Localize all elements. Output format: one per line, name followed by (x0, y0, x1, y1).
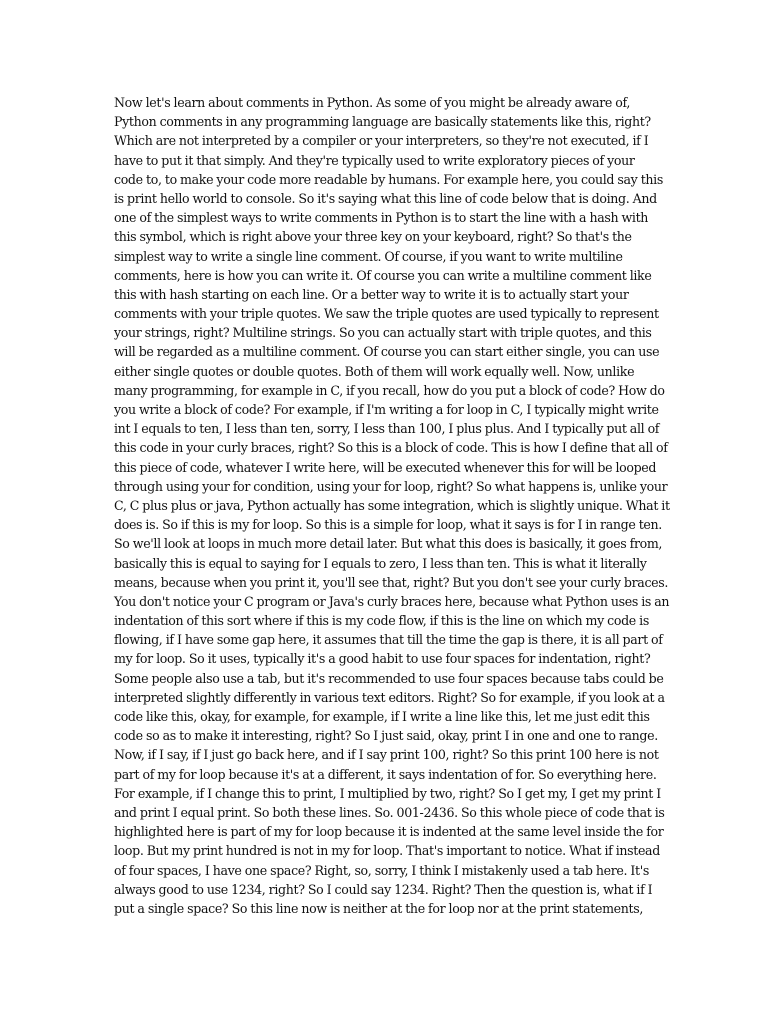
text-line: this code in your curly braces, right? So this is a block of code. This is how I define that all of (114, 440, 668, 456)
text-line: You don't notice your C program or Java's curly braces here, because what Python uses is an (114, 593, 670, 609)
text-line: interpreted slightly differently in various text editors. Right? So for example, if you look at a (114, 689, 665, 705)
text-line: basically this is equal to saying for I equals to zero, I less than ten. This is what it literally (114, 555, 647, 571)
text-line: comments, here is how you can write it. Of course you can write a multiline comment like (114, 267, 652, 283)
text-line: through using your for condition, using your for loop, right? So what happens is, unlike your (114, 478, 668, 494)
text-line: your strings, right? Multiline strings. So you can actually start with triple quotes, and this (114, 325, 652, 341)
text-line: C, C plus plus or java, Python actually has some integration, which is slightly unique. What it (114, 497, 670, 513)
document-body-text (114, 93, 674, 918)
text-line: my for loop. So it uses, typically it's a good habit to use four spaces for indentation, right? (114, 651, 651, 667)
text-line: will be regarded as a multiline comment. Of course you can start either single, you can use (114, 344, 660, 360)
text-line: and print I equal print. So both these lines. So. 001-2436. So this whole piece of code that is (114, 804, 665, 820)
text-line: is print hello world to console. So it's saying what this line of code below that is doing. And (114, 190, 657, 206)
text-line: part of my for loop because it's at a different, it says indentation of for. So everything here. (114, 766, 657, 782)
text-line: does is. So if this is my for loop. So this is a simple for loop, what it says is for I in range ten. (114, 517, 662, 533)
text-line: For example, if I change this to print, I multiplied by two, right? So I get my, I get my print I (114, 785, 661, 801)
text-line: you write a block of code? For example, if I'm writing a for loop in C, I typically might write (114, 402, 659, 417)
text-line: code to, to make your code more readable by humans. For example here, you could say this (114, 171, 663, 187)
text-line: have to put it that simply. And they're typically used to write exploratory pieces of your (114, 152, 635, 168)
text-line: int I equals to ten, I less than ten, sorry, I less than 100, I plus plus. And I typically put all of (114, 421, 660, 437)
text-line: this with hash starting on each line. Or a better way to write it is to actually start your (114, 286, 629, 302)
text-line: either single quotes or double quotes. Both of them will work equally well. Now, unlike (114, 363, 635, 379)
text-line: highlighted here is part of my for loop because it is indented at the same level inside the for (114, 824, 664, 840)
text-line: Now, if I say, if I just go back here, and if I say print 100, right? So this print 100 here is not (114, 747, 659, 763)
text-line: indentation of this sort where if this is my code flow, if this is the line on which my code is (114, 613, 649, 629)
text-line: So we'll look at loops in much more detail later. But what this does is basically, it goes from, (114, 536, 663, 552)
text-line: this piece of code, whatever I write here, will be executed whenever this for will be looped (114, 459, 657, 475)
text-line: of four spaces, I have one space? Right, so, sorry, I think I mistakenly used a tab here. It's (114, 862, 649, 878)
text-line: flowing, if I have some gap here, it assumes that till the time the gap is there, it is all part of (114, 632, 663, 648)
text-line: one of the simplest ways to write comments in Python is to start the line with a hash with (114, 210, 649, 226)
text-line: Which are not interpreted by a compiler or your interpreters, so they're not executed, if I (114, 133, 649, 149)
text-line: code like this, okay, for example, for example, if I write a line like this, let me just edit this (114, 709, 650, 724)
text-line: loop. But my print hundred is not in my for loop. That's important to notice. What if instead (114, 843, 660, 859)
text-line: this symbol, which is right above your three key on your keyboard, right? So that's the (114, 229, 632, 245)
text-line: simplest way to write a single line comment. Of course, if you want to write multiline (114, 248, 623, 264)
text-line: Python comments in any programming language are basically statements like this, right? (114, 114, 651, 130)
text-line: Some people also use a tab, but it's recommended to use four spaces because tabs could be (114, 670, 664, 686)
text-line: means, because when you print it, you'll see that, right? But you don't see your curly braces. (114, 574, 669, 590)
text-line: put a single space? So this line now is neither at the for loop nor at the print statements, (114, 900, 644, 916)
text-line: many programming, for example in C, if you recall, how do you put a block of code? How do (114, 382, 665, 398)
text-line: comments with your triple quotes. We saw the triple quotes are used typically to represent (114, 306, 659, 322)
text-line: Now let's learn about comments in Python. As some of you might be already aware of, (114, 95, 631, 110)
text-line: code so as to make it interesting, right? So I just said, okay, print I in one and one to range. (114, 728, 658, 744)
text-line: always good to use 1234, right? So I could say 1234. Right? Then the question is, what if I (114, 881, 653, 897)
